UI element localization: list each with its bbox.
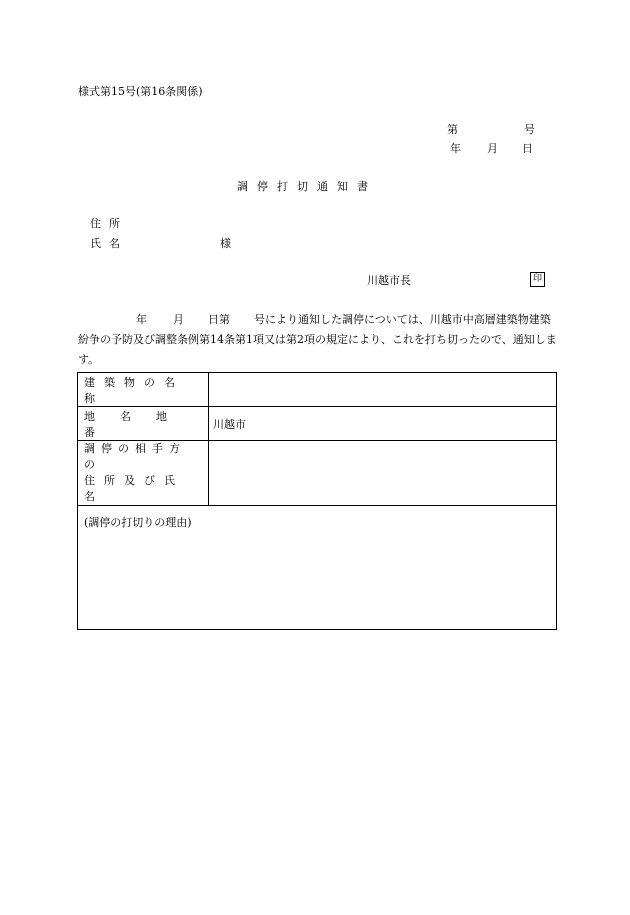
lot-label-char-4: 番	[84, 425, 95, 439]
date-year-label: 年	[450, 142, 461, 155]
notice-details-table	[77, 372, 557, 630]
lot-label-char-1: 地	[84, 409, 95, 423]
termination-reason-box	[78, 506, 557, 630]
body-month-label: 月	[173, 313, 184, 326]
building-name-row	[78, 373, 557, 407]
building-name-value	[209, 373, 557, 407]
reason-row	[78, 506, 557, 630]
body-text: 号により通知した調停については、川越市中高層建築物建築紛争の予防及び調整条例第14条第1項又は第2項の規定により、これを打ち切ったので、通知します。	[78, 313, 557, 366]
lot-label-char-3: 地	[156, 409, 167, 423]
seal-mark: 印	[530, 272, 545, 287]
body-day-ordinal: 日第	[208, 313, 230, 326]
recipient-address-label: 住所	[90, 217, 128, 230]
document-number-prefix: 第	[447, 123, 458, 136]
notice-body	[78, 310, 558, 370]
lot-number-value: 川越市	[209, 407, 557, 441]
recipient-honorific: 様	[220, 237, 231, 250]
building-name-label: 建築物の名称	[78, 373, 209, 407]
opposing-party-label-line1: 調停の相手方の	[84, 442, 186, 471]
document-number-suffix: 号	[524, 123, 535, 136]
document-title: 調停打切通知書	[237, 180, 377, 193]
recipient-name-label: 氏名	[90, 237, 128, 250]
lot-label-char-2: 名	[120, 409, 131, 423]
body-year-label: 年	[136, 313, 147, 326]
opposing-party-row	[78, 441, 557, 506]
date-month-label: 月	[487, 142, 498, 155]
lot-number-label	[78, 407, 209, 441]
lot-number-row	[78, 407, 557, 441]
opposing-party-label	[78, 441, 209, 506]
sender-title: 川越市長	[367, 274, 411, 287]
termination-reason-label: (調停の打切りの理由)	[84, 516, 192, 529]
opposing-party-value	[209, 441, 557, 506]
opposing-party-label-line2: 住所及び氏名	[84, 474, 184, 503]
date-day-label: 日	[522, 142, 533, 155]
form-number-label: 様式第15号(第16条関係)	[78, 85, 203, 98]
